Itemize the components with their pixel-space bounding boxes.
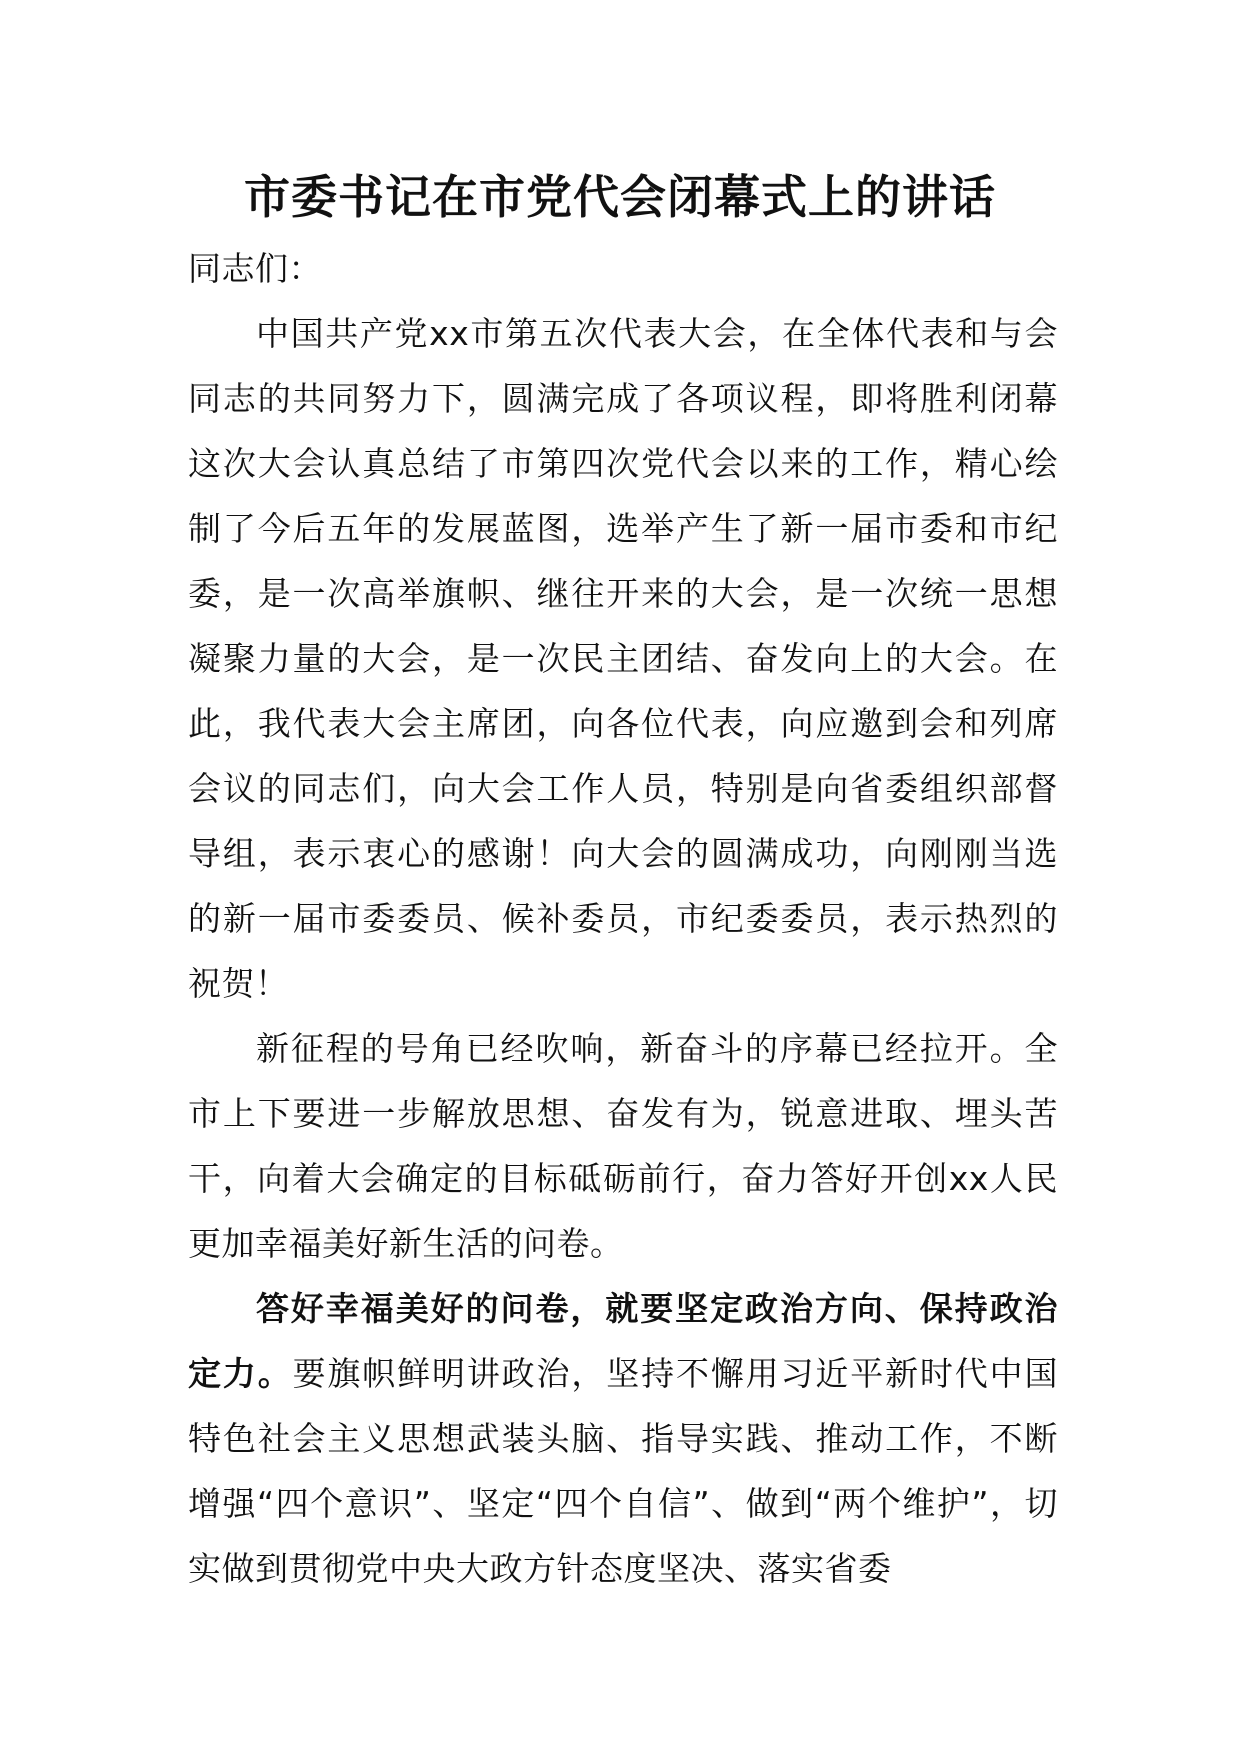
document-title: 市委书记在市党代会闭幕式上的讲话 [244, 170, 996, 224]
document-body [188, 236, 1058, 1601]
paragraph-new-journey: 新征程的号角已经吹响，新奋斗的序幕已经拉开。全市上下要进一步解放思想、奋发有为，锐意进取、埋头苦干，向着大会确定的目标砥砺前行，奋力答好开创xx人民更加幸福美好新生活的问卷。 [188, 1029, 1058, 1263]
salutation: 同志们： [188, 249, 322, 288]
paragraph-political-direction [188, 1276, 1058, 1601]
paragraph-body-text: 要旗帜鲜明讲政治，坚持不懈用习近平新时代中国特色社会主义思想武装头脑、指导实践、推动工作，不断增强“四个意识”、坚定“四个自信”、做到“两个维护”，切实做到贯彻党中央大政方针态度坚决、落实省委 [188, 1354, 1058, 1588]
paragraph-opening: 中国共产党xx市第五次代表大会，在全体代表和与会同志的共同努力下，圆满完成了各项议程，即将胜利闭幕这次大会认真总结了市第四次党代会以来的工作，精心绘制了今后五年的发展蓝图，选举产生了新一届市委和市纪委，是一次高举旗帜、继往开来的大会，是一次统一思想凝聚力量的大会，是一次民主团结、奋发向上的大会。在此，我代表大会主席团，向各位代表，向应邀到会和列席会议的同志们，向大会工作人员，特别是向省委组织部督导组，表示衷心的感谢！向大会的圆满成功，向刚刚当选的新一届市委委员、候补委员，市纪委委员，表示热烈的祝贺！ [188, 314, 1058, 1003]
paragraph-lead-sentence: 答好幸福美好的问卷，就要坚定政治方向、保持政治定力。 [188, 1289, 1058, 1393]
